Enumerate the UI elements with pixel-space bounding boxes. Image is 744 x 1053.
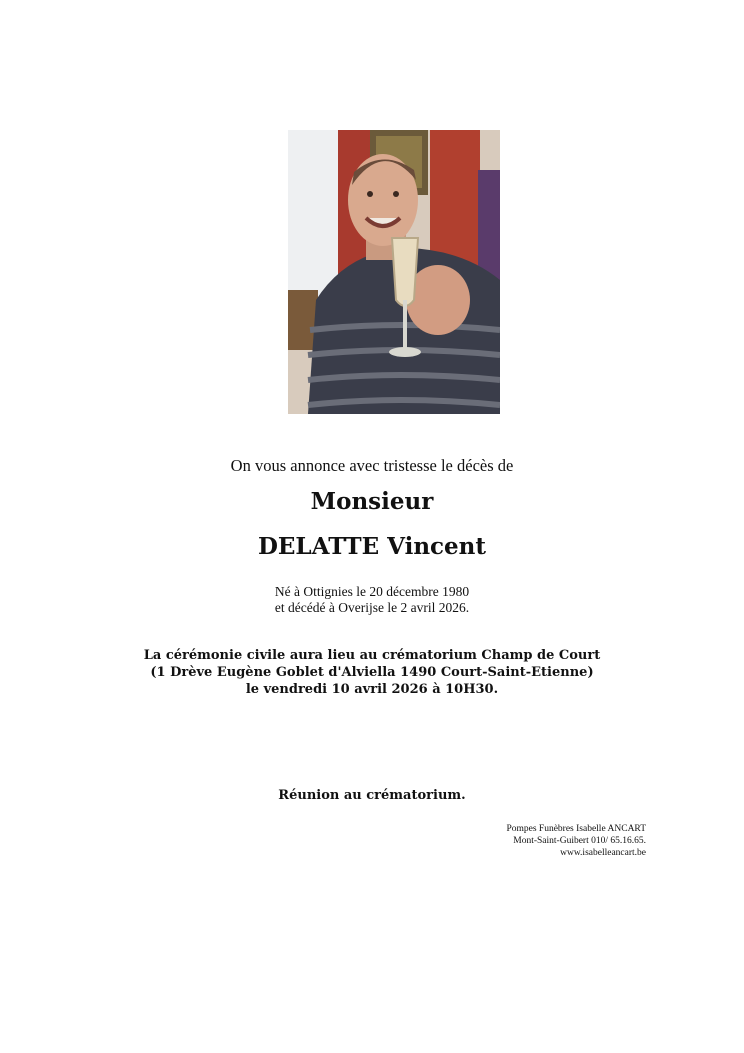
funeral-home-info — [506, 823, 646, 859]
deceased-name: DELATTE Vincent — [257, 533, 487, 560]
funeral-home-website[interactable]: www.isabelleancart.be — [560, 848, 646, 858]
announcement-intro: On vous annonce avec tristesse le décès de — [230, 456, 514, 475]
ceremony-address-line: (1 Drève Eugène Goblet d'Alviella 1490 Court-Saint-Etienne) — [150, 665, 594, 680]
birth-death-info — [0, 584, 744, 616]
funeral-home-name: Pompes Funèbres Isabelle ANCART — [506, 824, 646, 834]
reunion-note: Réunion au crématorium. — [278, 788, 466, 803]
ceremony-date-line: le vendredi 10 avril 2026 à 10H30. — [245, 682, 499, 697]
ceremony-location-line: La cérémonie civile aura lieu au crématorium Champ de Court — [143, 648, 601, 663]
ceremony-info — [0, 647, 744, 698]
birth-line: Né à Ottignies le 20 décembre 1980 — [274, 584, 470, 599]
portrait-photo — [288, 130, 500, 414]
funeral-home-contact: Mont-Saint-Guibert 010/ 65.16.65. — [513, 836, 646, 846]
death-line: et décédé à Overijse le 2 avril 2026. — [274, 600, 470, 615]
honorific-title: Monsieur — [310, 488, 434, 515]
